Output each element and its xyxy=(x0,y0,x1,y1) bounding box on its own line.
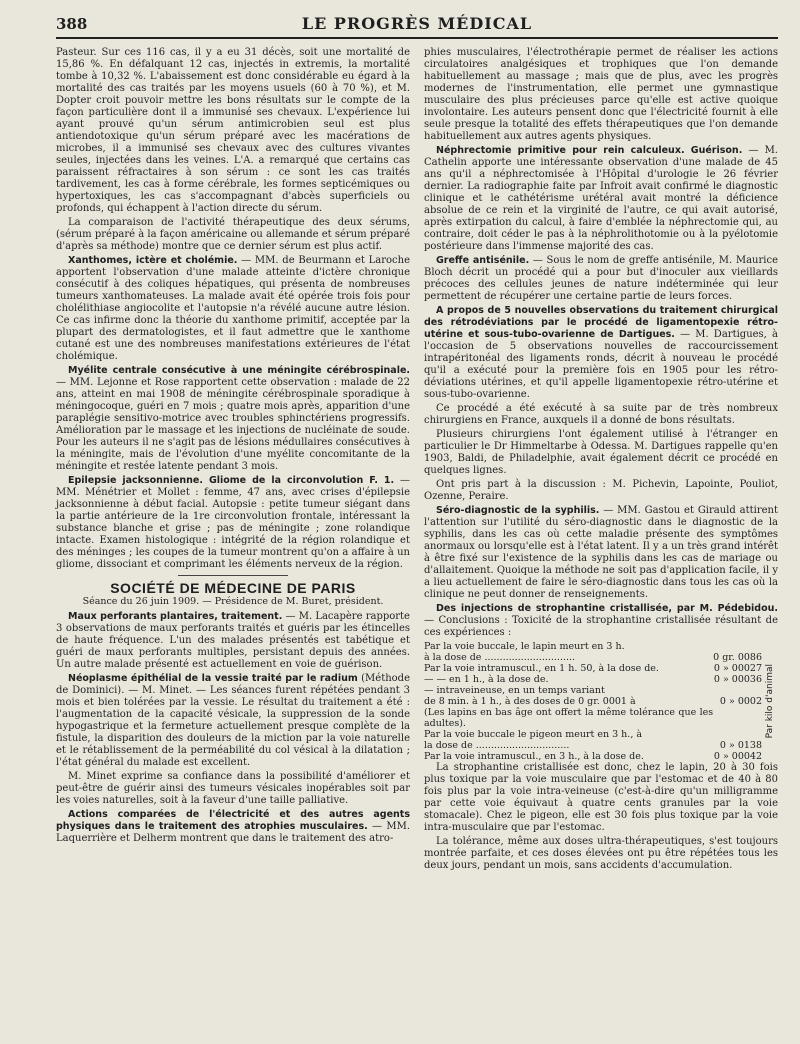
section-text: — MM. Laquerrière et Delherm montrent que dans le traitement des atro- xyxy=(56,821,411,844)
right-column xyxy=(424,47,778,874)
table-row xyxy=(424,751,762,762)
dose-label: (Les lapins en bas âge ont offert la même tolérance que les adultes). xyxy=(424,707,714,729)
section-actions-comparees xyxy=(56,809,410,845)
page-number: 388 xyxy=(56,15,88,33)
seance-line: Séance du 26 juin 1909. — Présidence de M. Buret, président. xyxy=(82,596,384,607)
section-neoplasme xyxy=(56,673,410,769)
section-title: Des injections de strophantine cristallisée, par M. Pédebidou. xyxy=(436,603,778,614)
section-text: — MM. Lejonne et Rose rapportent cette observation : malade de 22 ans, atteint en mai 1908 de méningite cérébrospinale sporadique à méningocoque, guéri en 7 mois ; quatre mois après, apparition d'une paraplégie sensitivo-motrice avec troubles sphinctériens progressifs. Amélioration par le massage et les injections de nucléinate de soude. Pour les auteurs il ne s'agit pas de lésions médullaires consécutives à la méningite, mais de l'évolution d'une myélite concomitante de la méningite et restée latente pendant 3 mois. xyxy=(56,377,410,472)
dose-value: 0 gr. 0086 xyxy=(713,652,762,663)
dose-value xyxy=(713,685,762,696)
paragraph: phies musculaires, l'électrothérapie permet de réaliser les actions circulatoires analgésiques et trophiques que l'on demande habituellement au massage ; mais que de plus, avec les progrès modernes de l'instrumentation, elle permet une gymnastique musculaire des plus précieuses parce qu'elle est active quoique involontaire. Les auteurs pensent donc que l'électricité fournit à elle seule presque la totalité des effets thérapeutiques que l'on demande habituellement aux autres agents physiques. xyxy=(424,47,778,142)
paragraph: Plusieurs chirurgiens l'ont également utilisé à l'étranger en particulier le Dr Himmeltarbe à Odessa. M. Dartigues rappelle qu'en 1903, Baldi, de Philadelphie, avait également décrit ce procédé en quelques lignes. xyxy=(424,429,778,476)
section-title: Myélite centrale consécutive à une méningite cérébrospinale. xyxy=(68,365,410,376)
section-text: — M. Dartigues, à l'occasion de 5 observations nouvelles de raccourcissement intrapéritonéal des ligaments ronds, décrit à nouveau le procédé qu'il a exécuté pour la première fois en 1905 pour les rétro-déviations utérines, et qu'il appelle ligamentopexie rétro-utérine et sous-tubo-ovarienne. xyxy=(424,329,778,400)
paragraph: La comparaison de l'activité thérapeutique des deux sérums, (sérum préparé à la façon américaine ou allemande et sérum préparé d'après sa méthode) montre que ce dernier sérum est plus actif. xyxy=(56,217,410,252)
society-heading: SOCIÉTÉ DE MÉDECINE DE PARIS xyxy=(110,580,356,596)
section-title: Maux perforants plantaires, traitement. xyxy=(68,611,283,622)
table-row xyxy=(424,663,762,674)
dose-value: 0 » 00027 xyxy=(713,663,762,674)
section-dartigues xyxy=(424,305,778,401)
page-header xyxy=(56,14,778,39)
dose-value: 0 » 0138 xyxy=(719,740,762,751)
dose-label: Par la voie buccale le pigeon meurt en 3 h., à xyxy=(424,729,643,740)
paragraph: M. Minet exprime sa confiance dans la possibilité d'améliorer et peut-être de guérir ainsi des tumeurs vésicales inopérables soit par les voies naturelles, soit à la faveur d'une taille palliative. xyxy=(56,771,410,806)
paragraph: Pasteur. Sur ces 116 cas, il y a eu 31 décès, soit une mortalité de 15,86 %. En défalquant 12 cas, injectés in extremis, la mortalité tombe à 10,32 %. L'abaissement est donc considérable eu égard à la mortalité des cas traités par les moyens usuels (60 à 70 %), et M. Dopter croit pouvoir mettre les bons résultats sur le compte de la façon particulière dont il a immunisé ses chevaux. L'expérience lui ayant prouvé qu'un sérum antimicrobien seul est plus antiendotoxique qu'un sérum préparé avec les macérations de microbes, il a immunisé ses chevaux avec des cultures vivantes seules, injectées dans les veines. L'A. a remarqué que certains cas paraissent réfractaires à son sérum : ce sont les cas traités tardivement, les cas à forme cérébrale, les formes septicémiques ou hypertoxiques, les cas s'accompagnant d'abcès superficiels ou profonds, qui échappent à l'action directe du sérum. xyxy=(56,47,410,214)
dose-value: 0 » 00042 xyxy=(713,751,762,762)
section-title: Epilepsie jacksonnienne. Gliome de la circonvolution F. 1. xyxy=(68,475,395,486)
dose-value: 0 » 00036 xyxy=(713,674,762,685)
section-strophantine xyxy=(424,603,778,639)
dose-block xyxy=(424,641,778,762)
dose-value xyxy=(713,707,762,729)
section-text: — MM. de Beurmann et Laroche apportent l'observation d'une malade atteinte d'ictère chronique consécutif à des coliques hépatiques, qui présenta de nombreuses tumeurs xanthomateuses. La malade avait été opérée trois fois pour cholélithiase angiocolite et l'autopsie n'a révélé aucune autre lésion. Ce cas infirme donc la théorie du xanthome primitif, acceptée par la plupart des dermatologistes, et il faut admettre que le xanthome cutané est une des nombreuses manifestations extérieures de l'état cholémique. xyxy=(56,255,410,362)
table-row xyxy=(424,674,762,685)
section-text: — M. Cathelin apporte une intéressante observation d'une malade de 45 ans qu'il a néphrectomisée à l'Hôpital d'urologie le 26 février dernier. La radiographie faite par Infroit avait confirmé le diagnostic clinique et le cathétérisme urétéral avait montré la déficience absolue de ce rein et la virginité de l'autre, ce qui avait autorisé, après extirpation du calcul, à faire d'emblée la néphrectomie qui, au contraire, doit céder le pas à la néphrolithotomie ou à la pyélotomie postérieure dans l'immense majorité des cas. xyxy=(424,145,778,252)
section-title: A propos de 5 nouvelles observations du traitement chirurgical des rétrodéviations par le procédé de ligamentopexie rétro-utérine et sous-tubo-ovarienne de Dartigues. xyxy=(424,305,778,340)
dose-table xyxy=(424,641,762,762)
dose-label: la dose de ............................... xyxy=(424,740,570,751)
section-text: (Méthode de Dominici). — M. Minet. — Les séances furent répétées pendant 3 mois et bien tolérées par la vessie. Le résultat du traitement a été : l'augmentation de la capacité vésicale, la suppression de la sonde hypogastrique et la fermeture actuellement presque complète de la fistule, la disparition des douleurs de la miction par la voie naturelle et le rétablissement de la perméabilité du col vésical à la dilatation ; l'état général du malade est excellent. xyxy=(56,673,410,768)
section-title: Néoplasme épithélial de la vessie traité par le radium xyxy=(68,673,358,684)
dose-value xyxy=(713,641,762,652)
section-text: — MM. Ménétrier et Mollet : femme, 47 ans, avec crises d'épilepsie jacksonnienne à début facial. Autopsie : petite tumeur siégant dans la partie antérieure de la 1re circonvolution frontale, intéressant la substance blanche et grise ; pas de méningite ; zone rolandique intacte. Examen histologique : intégrité de la région rolandique et des méninges ; les coupes de la tumeur montrent qu'on a affaire à un gliome, dissociant et comprimant les éléments nerveux de la région. xyxy=(56,475,411,570)
section-text: — M. Lacapère rapporte 3 observations de maux perforants traités et guéris par les étincelles de haute fréquence. L'un des malades présentés est tabétique et guéri de maux perforants multiples, persistant depuis des années. Un autre malade présenté est actuellement en voie de guérison. xyxy=(56,611,410,670)
section-text: — Sous le nom de greffe antisénile, M. Maurice Bloch décrit un procédé qui a pour but d'inoculer aux vieillards précoces des cellules jeunes de nature indéterminée qui leur permettent de récupérer une certaine partie de leurs forces. xyxy=(424,255,778,302)
text-columns xyxy=(56,47,778,874)
table-row xyxy=(424,707,762,729)
section-myelite xyxy=(56,365,410,473)
section-nephrectomie xyxy=(424,145,778,253)
section-text: — MM. Gastou et Girauld attirent l'attention sur l'utilité du séro-diagnostic dans le diagnostic de la syphilis, dans les cas où cette maladie présente des symptômes anormaux ou lorsqu'elle est à l'état latent. Il y a un très grand intérêt à être fixé sur l'existence de la syphilis dans les cas de mariage ou d'allaitement. Quoique la méthode ne soit pas d'application facile, il y a lieu actuellement de faire le séro-diagnostic dans tous les cas où la clinique ne peut donner de renseignements. xyxy=(424,505,778,600)
left-column xyxy=(56,47,410,874)
journal-title: LE PROGRÈS MÉDICAL xyxy=(301,14,533,33)
section-title: Actions comparées de l'électricité et des autres agents physiques dans le traitement des atrophies musculaires. xyxy=(56,809,410,832)
dose-label: Par la voie intramuscul., en 3 h., à la dose de. xyxy=(424,751,644,762)
section-epilepsie xyxy=(56,475,410,571)
section-text: — Conclusions : Toxicité de la strophantine cristallisée résultant de ces expériences : xyxy=(424,615,778,638)
table-row xyxy=(424,729,762,740)
section-title: Greffe antisénile. xyxy=(436,255,530,266)
paragraph: La tolérance, même aux doses ultra-thérapeutiques, s'est toujours montrée parfaite, et ces doses élevées ont pu être répétées tous les deux jours, pendant un mois, sans accidents d'accumulation. xyxy=(424,836,778,871)
paragraph: Ont pris part à la discussion : M. Pichevin, Lapointe, Pouliot, Ozenne, Peraire. xyxy=(424,479,778,502)
table-row xyxy=(424,696,762,707)
dose-label: de 8 min. à 1 h., à des doses de 0 gr. 0001 à xyxy=(424,696,636,707)
table-row xyxy=(424,740,762,751)
dose-label: — — en 1 h., à la dose de. xyxy=(424,674,549,685)
table-row xyxy=(424,652,762,663)
dose-label: à la dose de .............................. xyxy=(424,652,576,663)
divider xyxy=(178,575,288,576)
section-title: Xanthomes, ictère et cholémie. xyxy=(68,255,238,266)
side-label-text: Par kilo d'animal xyxy=(765,664,775,739)
dose-label: — intraveineuse, en un temps variant xyxy=(424,685,605,696)
section-greffe xyxy=(424,255,778,303)
paragraph: La strophantine cristallisée est donc, chez le lapin, 20 à 30 fois plus toxique par la voie musculaire que par l'estomac et de 40 à 80 fois plus par la voie intra-veineuse (c'est-à-dire qu'un milligramme par cette voie équivaut à quatre cents granules par la voie stomacale). Chez le pigeon, elle est 30 fois plus toxique par la voie intra-musculaire que par l'estomac. xyxy=(424,762,778,833)
dose-value xyxy=(713,729,762,740)
dose-label: Par la voie buccale, le lapin meurt en 3 h. xyxy=(424,641,625,652)
section-sero-diagnostic xyxy=(424,505,778,601)
table-row xyxy=(424,641,762,652)
dose-label: Par la voie intramuscul., en 1 h. 50, à la dose de. xyxy=(424,663,659,674)
dose-side-label xyxy=(762,641,778,762)
section-title: Néphrectomie primitive pour rein calculeux. Guérison. xyxy=(436,145,743,156)
section-xanthomes xyxy=(56,255,410,363)
paragraph: Ce procédé a été exécuté à sa suite par de très nombreux chirurgiens en France, auxquels il a donné de bons résultats. xyxy=(424,403,778,426)
section-maux-perforants xyxy=(56,611,410,671)
table-row xyxy=(424,685,762,696)
dose-value: 0 » 0002 xyxy=(719,696,762,707)
section-title: Séro-diagnostic de la syphilis. xyxy=(436,505,600,516)
